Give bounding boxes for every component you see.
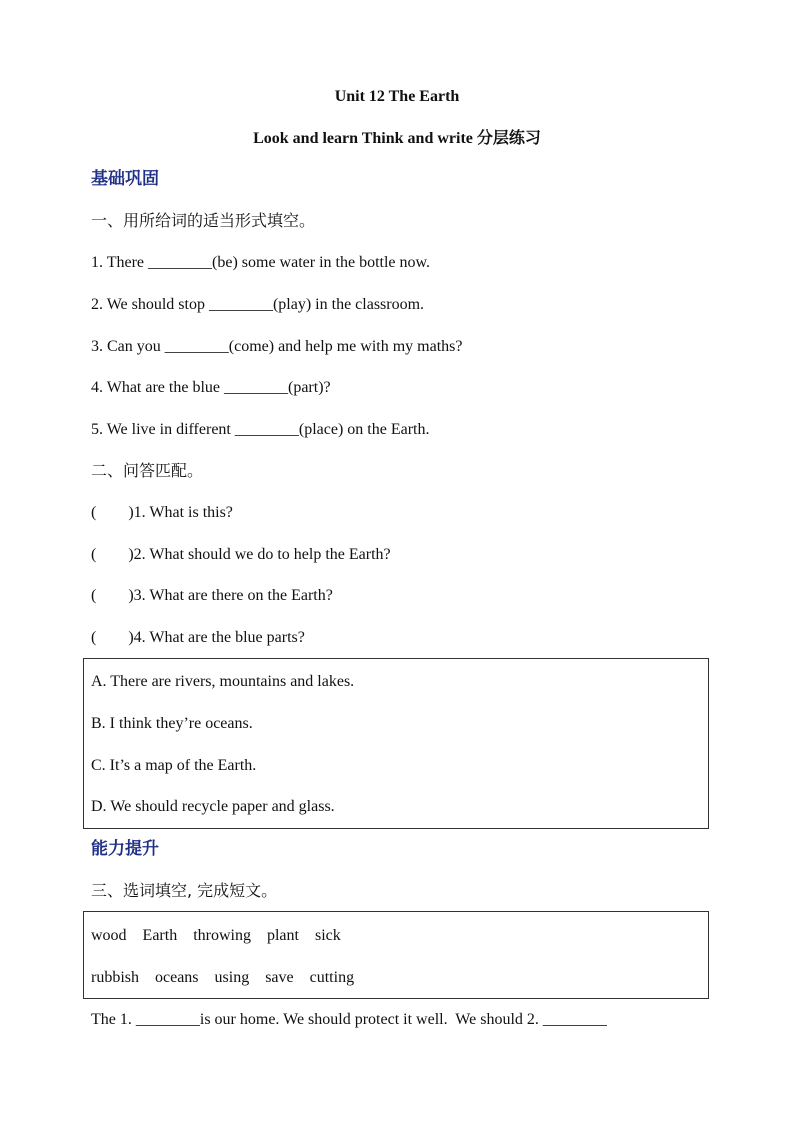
answer-option-c: C. It’s a map of the Earth. <box>91 757 257 774</box>
answer-options-box <box>83 658 709 829</box>
fill-item-4: 4. What are the blue ________(part)? <box>91 379 331 396</box>
fill-item-2: 2. We should stop ________(play) in the classroom. <box>91 296 425 313</box>
word-bank-row-2: rubbish oceans using save cutting <box>91 969 355 986</box>
fill-item-3: 3. Can you ________(come) and help me with my maths? <box>91 338 463 355</box>
match-question-2: ( )2. What should we do to help the Earth? <box>91 546 391 563</box>
match-question-3: ( )3. What are there on the Earth? <box>91 587 333 604</box>
task3-instruction: 三、选词填空, 完成短文。 <box>91 881 278 900</box>
word-bank-box <box>83 911 709 999</box>
answer-option-a: A. There are rivers, mountains and lakes. <box>91 673 355 690</box>
answer-option-d: D. We should recycle paper and glass. <box>91 798 335 815</box>
page-subtitle: Look and learn Think and write 分层练习 <box>253 130 541 147</box>
match-question-1: ( )1. What is this? <box>91 504 233 521</box>
match-question-4: ( )4. What are the blue parts? <box>91 629 305 646</box>
task1-instruction: 一、用所给词的适当形式填空。 <box>91 211 316 230</box>
section-heading-advanced: 能力提升 <box>91 839 159 859</box>
fill-item-1: 1. There ________(be) some water in the bottle now. <box>91 254 431 271</box>
fill-item-5: 5. We live in different ________(place) on the Earth. <box>91 421 430 438</box>
section-heading-basic: 基础巩固 <box>91 169 159 189</box>
task2-instruction: 二、问答匹配。 <box>91 461 204 480</box>
page-title: Unit 12 The Earth <box>334 88 460 105</box>
passage-line-1: The 1. ________is our home. We should protect it well. We should 2. ________ <box>91 1011 607 1028</box>
word-bank-row-1: wood Earth throwing plant sick <box>91 927 341 944</box>
answer-option-b: B. I think they’re oceans. <box>91 715 253 732</box>
